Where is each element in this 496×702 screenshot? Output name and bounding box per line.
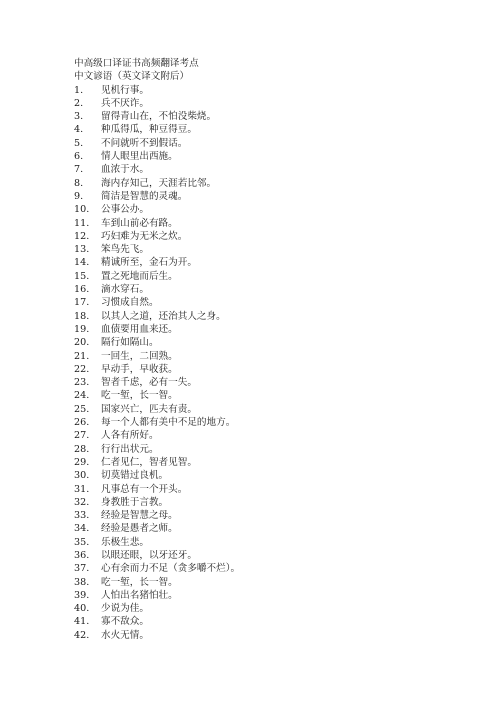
list-item-number: 32.: [74, 496, 90, 508]
list-item: [74, 323, 454, 336]
list-item-text: 兵不厌诈。: [101, 97, 149, 109]
list-item-text: 置之死地而后生。: [101, 270, 178, 282]
list-item-number: 19.: [74, 323, 90, 335]
list-item: [74, 549, 454, 562]
document-body: [74, 57, 454, 642]
list-item: [74, 217, 454, 230]
list-item-text: 寡不敌众。: [101, 616, 149, 628]
list-item-text: 血债要用血来还。: [101, 323, 178, 335]
list-item-number: 23.: [74, 377, 90, 389]
list-item-text: 仁者见仁，智者见智。: [101, 456, 197, 468]
list-item: [74, 602, 454, 615]
list-item-number: 26.: [74, 417, 90, 429]
list-item: [74, 84, 454, 97]
list-item-number: 5.: [74, 137, 84, 149]
list-item-number: 21.: [74, 350, 90, 362]
list-item-number: 25.: [74, 403, 90, 415]
list-item-text: 人怕出名猪怕壮。: [101, 589, 178, 601]
list-item-text: 精诚所至，金石为开。: [101, 257, 197, 269]
list-item-number: 4.: [74, 124, 84, 136]
list-item: [74, 389, 454, 402]
list-item-text: 切莫错过良机。: [101, 470, 169, 482]
list-item: [74, 230, 454, 243]
list-item-number: 35.: [74, 536, 90, 548]
list-item: [74, 576, 454, 589]
list-item-number: 24.: [74, 390, 90, 402]
list-item-number: 39.: [74, 589, 90, 601]
list-item-text: 水火无情。: [101, 629, 149, 641]
list-item-text: 凡事总有一个开头。: [101, 483, 188, 495]
list-item-number: 20.: [74, 337, 90, 349]
list-item-text: 公事公办。: [101, 204, 149, 216]
list-item: [74, 416, 454, 429]
list-item: [74, 589, 454, 602]
list-item: [74, 110, 454, 123]
list-item-text: 以其人之道，还治其人之身。: [101, 310, 226, 322]
list-item-number: 7.: [74, 164, 84, 176]
list-item-number: 33.: [74, 510, 90, 522]
list-item-number: 28.: [74, 443, 90, 455]
list-item-text: 每一个人都有美中不足的地方。: [101, 417, 236, 429]
list-item: [74, 296, 454, 309]
list-item: [74, 150, 454, 163]
list-item-text: 情人眼里出西施。: [101, 151, 178, 163]
list-item: [74, 443, 454, 456]
list-item: [74, 562, 454, 575]
list-item-text: 笨鸟先飞。: [101, 244, 149, 256]
list-item: [74, 469, 454, 482]
document-subtitle: 中文谚语（英文译文附后）: [74, 71, 190, 83]
list-item-number: 29.: [74, 456, 90, 468]
list-item-text: 心有余而力不足（贪多嚼不烂）。: [101, 563, 241, 575]
list-item: [74, 336, 454, 349]
list-item-text: 巧妇难为无米之炊。: [101, 230, 188, 242]
list-item-text: 留得青山在，不怕没柴烧。: [101, 111, 217, 123]
list-item-number: 14.: [74, 257, 90, 269]
list-item-text: 吃一堑，长一智。: [101, 576, 178, 588]
list-item: [74, 350, 454, 363]
list-item-number: 40.: [74, 603, 90, 615]
list-item: [74, 376, 454, 389]
list-item: [74, 310, 454, 323]
list-item-number: 13.: [74, 244, 90, 256]
list-item-number: 37.: [74, 563, 90, 575]
list-item-number: 31.: [74, 483, 90, 495]
list-item-text: 滴水穿石。: [101, 284, 149, 296]
list-item: [74, 496, 454, 509]
list-item-number: 42.: [74, 629, 90, 641]
list-item-number: 12.: [74, 230, 90, 242]
list-item: [74, 536, 454, 549]
list-item-number: 11.: [74, 217, 90, 229]
list-item-number: 15.: [74, 270, 90, 282]
list-item: [74, 363, 454, 376]
list-item: [74, 123, 454, 136]
list-item: [74, 629, 454, 642]
list-item: [74, 522, 454, 535]
list-item-text: 不问就听不到假话。: [101, 137, 188, 149]
list-item: [74, 615, 454, 628]
list-item-text: 种瓜得瓜，种豆得豆。: [101, 124, 197, 136]
list-item-text: 见机行事。: [101, 84, 149, 96]
list-item-number: 1.: [74, 84, 84, 96]
list-item-number: 10.: [74, 204, 90, 216]
list-item: [74, 456, 454, 469]
list-item: [74, 256, 454, 269]
list-item: [74, 403, 454, 416]
list-item-text: 海内存知己，天涯若比邻。: [101, 177, 217, 189]
list-item: [74, 177, 454, 190]
list-item: [74, 163, 454, 176]
list-item-text: 经验是智慧之母。: [101, 510, 178, 522]
document-title: 中高级口译证书高频翻译考点: [74, 58, 199, 69]
list-item-text: 人各有所好。: [101, 430, 159, 442]
list-item-number: 30.: [74, 470, 90, 482]
list-item: [74, 203, 454, 216]
list-item-text: 国家兴亡，匹夫有责。: [101, 403, 197, 415]
list-item-number: 2.: [74, 97, 84, 109]
list-item-text: 经验是愚者之师。: [101, 523, 178, 535]
list-item-text: 乐极生悲。: [101, 536, 149, 548]
list-item-number: 3.: [74, 111, 84, 123]
list-item-number: 22.: [74, 363, 90, 375]
list-item-number: 9.: [74, 190, 84, 202]
list-item-text: 早动手，早收获。: [101, 363, 178, 375]
list-item-text: 车到山前必有路。: [101, 217, 178, 229]
list-item: [74, 509, 454, 522]
list-item-text: 隔行如隔山。: [101, 337, 159, 349]
list-item-text: 习惯成自然。: [101, 297, 159, 309]
list-item-number: 36.: [74, 549, 90, 561]
list-item-number: 17.: [74, 297, 90, 309]
list-item-text: 血浓于水。: [101, 164, 149, 176]
list-item: [74, 190, 454, 203]
list-item-number: 38.: [74, 576, 90, 588]
list-item: [74, 243, 454, 256]
list-item: [74, 270, 454, 283]
list-item: [74, 97, 454, 110]
list-item-text: 以眼还眼，以牙还牙。: [101, 549, 197, 561]
list-item-text: 吃一堑，长一智。: [101, 390, 178, 402]
list-item-text: 身教胜于言教。: [101, 496, 169, 508]
list-item-number: 6.: [74, 151, 84, 163]
list-item-number: 27.: [74, 430, 90, 442]
list-item-number: 18.: [74, 310, 90, 322]
list-item-number: 41.: [74, 616, 90, 628]
list-item-text: 简洁是智慧的灵魂。: [101, 190, 188, 202]
list-item: [74, 483, 454, 496]
list-item: [74, 137, 454, 150]
list-item-text: 行行出状元。: [101, 443, 159, 455]
list-item-number: 8.: [74, 177, 84, 189]
list-item: [74, 429, 454, 442]
list-item-text: 一回生，二回熟。: [101, 350, 178, 362]
list-item-text: 智者千虑，必有一失。: [101, 377, 197, 389]
list-item-number: 34.: [74, 523, 90, 535]
list-item-number: 16.: [74, 284, 90, 296]
list-item: [74, 283, 454, 296]
proverb-list: [74, 84, 454, 642]
list-item-text: 少说为佳。: [101, 603, 149, 615]
